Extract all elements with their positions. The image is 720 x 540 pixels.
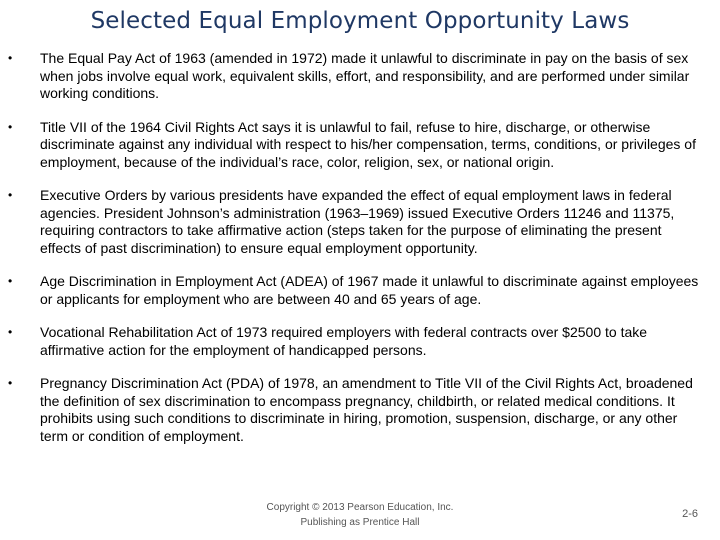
copyright-line: Copyright © 2013 Pearson Education, Inc. [266, 502, 454, 513]
bullet-marker: • [8, 51, 13, 65]
bullet-equal-pay-act [8, 50, 704, 103]
bullet-marker: • [8, 188, 13, 202]
bullet-adea [8, 273, 704, 308]
bullet-marker: • [8, 376, 13, 390]
publisher-line: Publishing as Prentice Hall [300, 517, 420, 528]
bullet-list [8, 50, 704, 461]
bullet-marker: • [8, 274, 13, 288]
bullet-text: Title VII of the 1964 Civil Rights Act says it is unlawful to fail, refuse to hire, discharge, or otherwise discriminate against any individual with respect to his/her compensation, terms, conditions, or privileges of employment, because of the individual’s race, color, religion, sex, or national origin. [40, 118, 696, 170]
page-number: 2-6 [682, 508, 698, 520]
bullet-pda [8, 375, 704, 445]
bullet-text: The Equal Pay Act of 1963 (amended in 1972) made it unlawful to discriminate in pay on the basis of sex when jobs involve equal work, equivalent skills, effort, and responsibility, and are performed under similar working conditions. [40, 50, 690, 101]
bullet-title-vii [8, 119, 704, 172]
bullet-text: Pregnancy Discrimination Act (PDA) of 1978, an amendment to Title VII of the Civil Rights Act, broadened the definition of sex discrimination to encompass pregnancy, childbirth, or related medical conditions. It prohibits using such conditions to discriminate in hiring, promotion, suspension, discharge, or any other term or condition of employment. [40, 375, 693, 444]
bullet-text: Executive Orders by various presidents have expanded the effect of equal employment laws in federal agencies. President Johnson’s administration (1963–1969) issued Executive Orders 11246 and 11375, requiring contractors to take affirmative action (steps taken for the purpose of eliminating the present effects of past discrimination) to ensure equal employment opportunity. [40, 187, 675, 256]
bullet-text: Vocational Rehabilitation Act of 1973 required employers with federal contracts over $2500 to take affirmative action for the employment of handicapped persons. [40, 324, 648, 358]
bullet-marker: • [8, 325, 13, 339]
bullet-text: Age Discrimination in Employment Act (ADEA) of 1967 made it unlawful to discriminate against employees or applicants for employment who are between 40 and 65 years of age. [40, 273, 699, 307]
bullet-rehabilitation-act [8, 324, 704, 359]
copyright-footer [248, 500, 472, 530]
slide-title: Selected Equal Employment Opportunity Laws [90, 8, 630, 34]
bullet-executive-orders [8, 187, 704, 257]
bullet-marker: • [8, 119, 13, 134]
